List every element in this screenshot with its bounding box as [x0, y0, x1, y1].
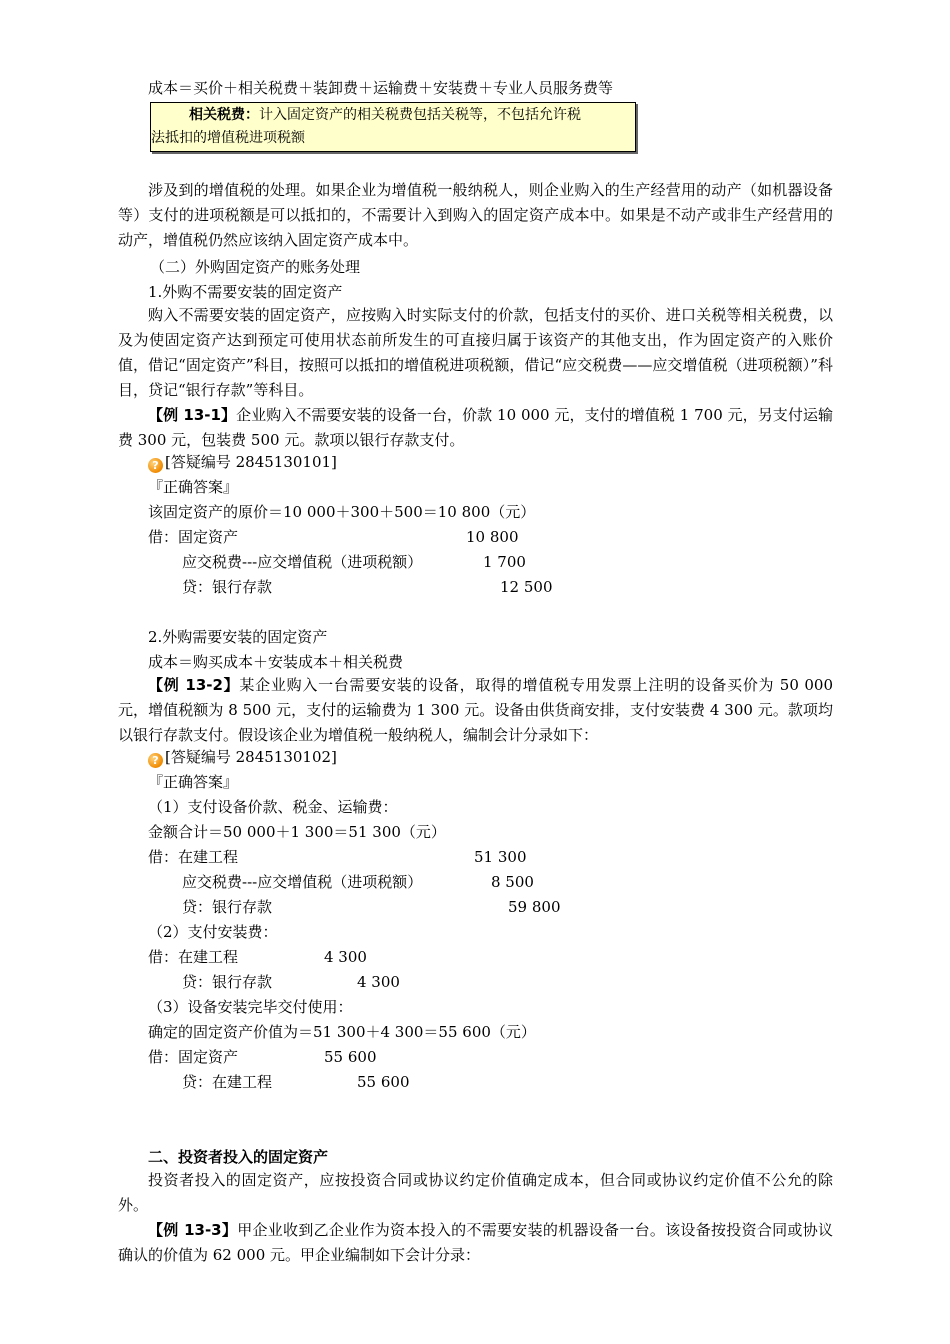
entry-2-debit-amount: 51 300 [474, 848, 527, 866]
entry-4-credit: 贷：在建工程 [182, 1073, 273, 1091]
section-investor-heading: 二、投资者投入的固定资产 [148, 1148, 329, 1166]
entry-3-credit-amount: 4 300 [357, 973, 400, 991]
entry-4-credit-amount: 55 600 [357, 1073, 410, 1091]
entry-2-tax-amount: 8 500 [491, 873, 534, 891]
subsection-1-paragraph: 购入不需要安装的固定资产，应按购入时实际支付的价款，包括支付的买价、进口关税等相关税费，以及为使固定资产达到预定可使用状态前所发生的可直接归属于该资产的其他支出，作为固定资产的入账价值，借记“固定资产”科目，按照可以抵扣的增值税进项税额，借记“应交税费——应交增值税（进项税额）”科目，贷记“银行存款”等科目。 [118, 306, 833, 399]
example-13-3-text: 甲企业收到乙企业作为资本投入的不需要安装的机器设备一台。该设备按投资合同或协议确认的价值为 62 000 元。甲企业编制如下会计分录： [118, 1221, 833, 1264]
example-13-1-text: 企业购入不需要安装的设备一台，价款 10 000 元，支付的增值税 1 700 元，另支付运输费 300 元，包装费 500 元。款项以银行存款支付。 [118, 406, 833, 449]
tax-note-box [150, 102, 636, 152]
example-13-3-label: 【例 13-3】 [148, 1221, 238, 1239]
original-value-line: 该固定资产的原价＝10 000＋300＋500＝10 800（元） [148, 503, 536, 521]
entry-4-debit-amount: 55 600 [324, 1048, 377, 1066]
entry-1-credit-amount: 12 500 [500, 578, 553, 596]
qa-ref-2-text: [答疑编号 2845130102] [165, 748, 337, 766]
example-13-3 [118, 1218, 833, 1268]
example-13-1 [118, 403, 833, 453]
example-13-2-label: 【例 13-2】 [148, 676, 240, 694]
answer-heading-1: 『正确答案』 [148, 478, 239, 496]
entry-2-credit: 贷：银行存款 [182, 898, 273, 916]
entry-2-debit: 借：在建工程 [148, 848, 239, 866]
question-icon: ? [148, 458, 163, 473]
sum-total-line: 金额合计＝50 000＋1 300＝51 300（元） [148, 823, 446, 841]
entry-2-tax: 应交税费---应交增值税（进项税额） [182, 873, 423, 891]
entry-2-credit-amount: 59 800 [508, 898, 561, 916]
qa-ref-2[interactable] [148, 747, 337, 767]
cost-formula-2: 成本＝购买成本＋安装成本＋相关税费 [148, 653, 404, 671]
cost-formula-1: 成本＝买价＋相关税费＋装卸费＋运输费＋安装费＋专业人员服务费等 [148, 79, 614, 97]
note-text-1: 计入固定资产的相关税费包括关税等，不包括允许税 [259, 107, 581, 123]
fixed-value-line: 确定的固定资产价值为＝51 300＋4 300＝55 600（元） [148, 1023, 536, 1041]
entry-3-debit: 借：在建工程 [148, 948, 239, 966]
investor-paragraph: 投资者投入的固定资产，应按投资合同或协议约定价值确定成本，但合同或协议约定价值不公允的除外。 [118, 1171, 833, 1214]
entry-1-debit: 借：固定资产 [148, 528, 239, 546]
step-3: （3）设备安装完毕交付使用： [148, 998, 353, 1016]
qa-ref-1[interactable] [148, 452, 337, 472]
example-13-2 [118, 673, 833, 748]
entry-1-tax: 应交税费---应交增值税（进项税额） [182, 553, 423, 571]
note-text-2: 法抵扣的增值税进项税额 [151, 130, 305, 146]
note-label: 相关税费： [189, 107, 259, 123]
entry-1-debit-amount: 10 800 [466, 528, 519, 546]
step-2: （2）支付安装费： [148, 923, 278, 941]
vat-paragraph: 涉及到的增值税的处理。如果企业为增值税一般纳税人，则企业购入的生产经营用的动产（如机器设备等）支付的进项税额是可以抵扣的，不需要计入到购入的固定资产成本中。如果是不动产或非生产经营用的动产，增值税仍然应该纳入固定资产成本中。 [118, 181, 833, 249]
qa-ref-1-text: [答疑编号 2845130101] [165, 453, 337, 471]
example-13-2-text: 某企业购入一台需要安装的设备，取得的增值税专用发票上注明的设备买价为 50 000 元，增值税额为 8 500 元，支付的运输费为 1 300 元。设备由供货商安排，支付安装费 4 300 元。款项均以银行存款支付。假设该企业为增值税一般纳税人，编制会计分录如下： [118, 676, 833, 744]
question-icon: ? [148, 753, 163, 768]
entry-4-debit: 借：固定资产 [148, 1048, 239, 1066]
subsection-1-title: 1.外购不需要安装的固定资产 [148, 283, 343, 301]
entry-1-credit: 贷：银行存款 [182, 578, 273, 596]
subsection-2-title: 2.外购需要安装的固定资产 [148, 628, 328, 646]
entry-1-tax-amount: 1 700 [483, 553, 526, 571]
answer-heading-2: 『正确答案』 [148, 773, 239, 791]
step-1: （1）支付设备价款、税金、运输费： [148, 798, 398, 816]
example-13-1-label: 【例 13-1】 [148, 406, 237, 424]
entry-3-credit: 贷：银行存款 [182, 973, 273, 991]
entry-3-debit-amount: 4 300 [324, 948, 367, 966]
section-2-title: （二）外购固定资产的账务处理 [150, 258, 361, 276]
